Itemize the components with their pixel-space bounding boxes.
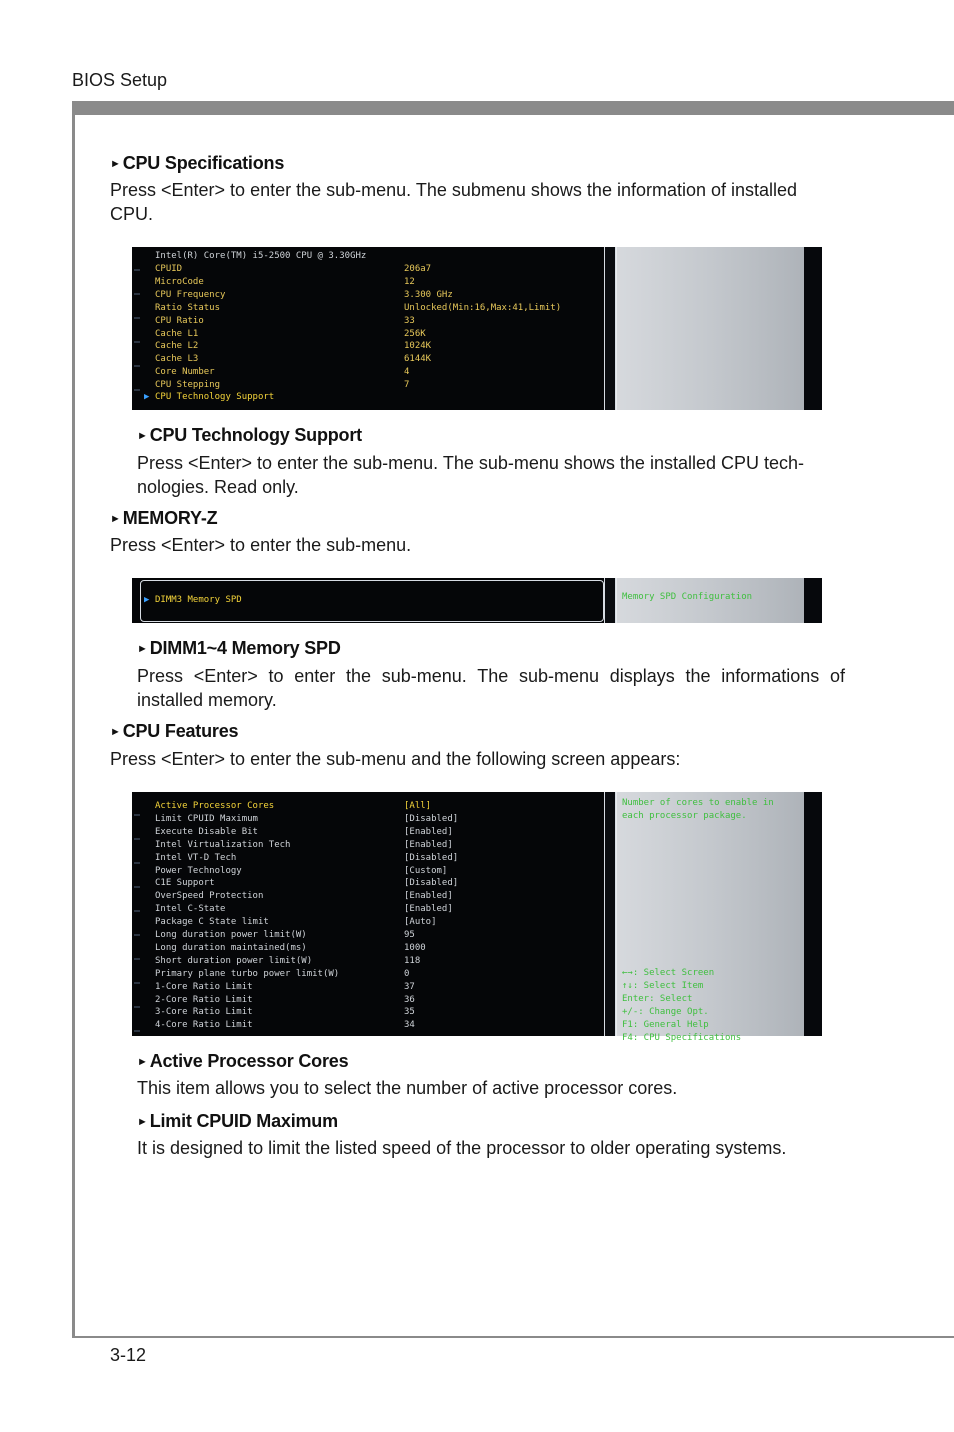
heading-limit-cpuid-maximum: ► Limit CPUID Maximum bbox=[137, 1111, 338, 1131]
memory-z-desc: Press <Enter> to enter the sub-menu. bbox=[110, 535, 412, 555]
bios-setting-label: 3-Core Ratio Limit bbox=[155, 1007, 253, 1018]
bios-setting-row[interactable] bbox=[155, 865, 448, 878]
bios-setting-value[interactable]: [Enabled] bbox=[404, 826, 453, 837]
help-key-hint: Enter: Select bbox=[622, 993, 693, 1004]
bios-setting-value[interactable]: [Disabled] bbox=[404, 878, 459, 889]
selection-arrow-icon: ▶ bbox=[144, 595, 150, 605]
bios-setting-value[interactable]: 35 bbox=[404, 1007, 415, 1018]
bios-setting-label: Intel VT-D Tech bbox=[155, 852, 237, 863]
bios-setting-value[interactable]: 118 bbox=[404, 955, 421, 966]
bios-info-label: CPU Ratio bbox=[155, 315, 204, 326]
bios-info-row bbox=[155, 276, 415, 289]
bullet-triangle-icon: ► bbox=[110, 513, 121, 525]
bios-info-value: Unlocked(Min:16,Max:41,Limit) bbox=[404, 302, 562, 313]
header-bar bbox=[72, 101, 954, 115]
bios-info-label: Core Number bbox=[155, 367, 215, 378]
bios-info-row bbox=[155, 289, 453, 302]
bios-setting-value[interactable]: 95 bbox=[404, 930, 415, 940]
bios-info-value: 206a7 bbox=[404, 264, 432, 274]
bios-setting-value[interactable]: [All] bbox=[404, 801, 432, 811]
help-key-hint: F1: General Help bbox=[622, 1019, 709, 1030]
cpu-features-desc: Press <Enter> to enter the sub-menu and the following screen appears: bbox=[110, 749, 681, 769]
active-cores-desc: This item allows you to select the number of active processor cores. bbox=[137, 1078, 678, 1098]
bios-info-label: MicroCode bbox=[155, 276, 204, 287]
bios-setting-row[interactable] bbox=[155, 1006, 415, 1019]
bios-setting-label: Intel C-State bbox=[155, 904, 226, 915]
bios-info-label: CPU Frequency bbox=[155, 289, 226, 300]
bios-setting-value[interactable]: 1000 bbox=[404, 942, 426, 953]
bios-setting-label: 2-Core Ratio Limit bbox=[155, 994, 253, 1005]
bullet-triangle-icon: ► bbox=[110, 726, 121, 738]
bios-info-label: Cache L1 bbox=[155, 328, 199, 339]
bios-setting-value[interactable]: [Enabled] bbox=[404, 891, 453, 902]
bios-setting-row[interactable] bbox=[155, 890, 453, 903]
bios-screen-memory-z bbox=[132, 578, 822, 623]
bios-setting-row[interactable] bbox=[155, 981, 415, 994]
bios-setting-label: OverSpeed Protection bbox=[155, 891, 264, 902]
heading-active-processor-cores: ► Active Processor Cores bbox=[137, 1051, 349, 1071]
bios-info-label: CPU Stepping bbox=[155, 380, 221, 391]
bios-setting-row[interactable] bbox=[155, 955, 421, 968]
bios-setting-label: Intel Virtualization Tech bbox=[155, 839, 291, 850]
bios-setting-value[interactable]: [Disabled] bbox=[404, 813, 459, 824]
bios-item-dimm3-memory-spd[interactable]: DIMM3 Memory SPD bbox=[155, 595, 242, 605]
bios-info-value: 12 bbox=[404, 276, 415, 287]
bios-info-value: 7 bbox=[404, 380, 410, 391]
bios-info-row bbox=[155, 263, 432, 276]
cpu-tech-desc-line1: Press <Enter> to enter the sub-menu. The sub-menu shows the installed CPU tech- bbox=[137, 453, 805, 473]
bios-info-value: 1024K bbox=[404, 341, 432, 352]
help-key-hint: F4: CPU Specifications bbox=[622, 1032, 742, 1043]
dimm-desc-line2: installed memory. bbox=[137, 690, 277, 710]
bios-setting-row[interactable] bbox=[155, 916, 437, 929]
bios-item-cpu-technology-support[interactable]: CPU Technology Support bbox=[155, 392, 275, 402]
bios-setting-row[interactable] bbox=[155, 877, 459, 890]
bios-info-row bbox=[155, 302, 562, 315]
bios-info-value: 6144K bbox=[404, 354, 432, 365]
bios-setting-value[interactable]: 0 bbox=[404, 968, 410, 979]
bios-info-row bbox=[155, 328, 426, 341]
bios-setting-value[interactable]: 37 bbox=[404, 981, 415, 992]
bios-setting-label: Long duration maintained(ms) bbox=[155, 942, 307, 953]
heading-memory-z: ► MEMORY-Z bbox=[110, 508, 218, 528]
bios-setting-value[interactable]: 34 bbox=[404, 1020, 415, 1031]
bullet-triangle-icon: ► bbox=[137, 643, 148, 655]
help-key-hint: ↑↓: Select Item bbox=[622, 980, 704, 991]
bios-setting-label: Long duration power limit(W) bbox=[155, 930, 307, 940]
bios-setting-row[interactable] bbox=[155, 813, 459, 826]
page-header-title: BIOS Setup bbox=[72, 70, 168, 90]
bios-setting-row[interactable] bbox=[155, 800, 432, 813]
bios-setting-value[interactable]: [Enabled] bbox=[404, 839, 453, 850]
bios-info-value: 256K bbox=[404, 328, 426, 339]
bios-info-label: Cache L2 bbox=[155, 341, 199, 352]
footer-rule bbox=[72, 1336, 954, 1338]
left-margin-rule bbox=[72, 101, 75, 1338]
help-text-memory-spd: Memory SPD Configuration bbox=[622, 592, 753, 602]
cpu-model-title: Intel(R) Core(TM) i5-2500 CPU @ 3.30GHz bbox=[155, 251, 367, 261]
bios-setting-row[interactable] bbox=[155, 839, 453, 852]
bios-setting-value[interactable]: [Enabled] bbox=[404, 904, 453, 915]
cpu-tech-desc-line2: nologies. Read only. bbox=[137, 477, 299, 497]
bios-setting-label: 4-Core Ratio Limit bbox=[155, 1020, 253, 1031]
bios-screen-cpu-specifications bbox=[132, 247, 822, 410]
bullet-triangle-icon: ► bbox=[137, 430, 148, 442]
bios-info-value: 33 bbox=[404, 315, 415, 326]
help-text-line1: Number of cores to enable in bbox=[622, 798, 774, 808]
bios-setting-row[interactable] bbox=[155, 903, 453, 916]
bios-setting-label: Primary plane turbo power limit(W) bbox=[155, 968, 340, 979]
dimm-desc-line1: Press <Enter> to enter the sub-menu. The sub-menu displays the informations of bbox=[137, 666, 845, 686]
bullet-triangle-icon: ► bbox=[137, 1056, 148, 1068]
bios-setting-row[interactable] bbox=[155, 826, 453, 839]
bios-setting-row[interactable] bbox=[155, 994, 415, 1007]
heading-cpu-features: ► CPU Features bbox=[110, 721, 239, 741]
help-key-hint: ←→: Select Screen bbox=[622, 968, 715, 978]
bios-info-row bbox=[155, 353, 432, 366]
help-panel bbox=[616, 247, 804, 410]
bios-info-value: 3.300 GHz bbox=[404, 289, 453, 300]
bios-setting-row[interactable] bbox=[155, 968, 410, 981]
bios-info-value: 4 bbox=[404, 367, 410, 378]
bios-setting-label: Active Processor Cores bbox=[155, 801, 275, 811]
bios-info-label: Cache L3 bbox=[155, 354, 199, 365]
heading-cpu-technology-support: ► CPU Technology Support bbox=[137, 425, 362, 445]
bios-info-label: CPUID bbox=[155, 264, 183, 274]
bios-setting-label: C1E Support bbox=[155, 878, 215, 889]
bios-setting-row[interactable] bbox=[155, 852, 459, 865]
bios-info-row bbox=[155, 315, 415, 328]
bios-setting-row[interactable] bbox=[155, 942, 426, 955]
help-text-line2: each processor package. bbox=[622, 811, 747, 821]
bios-setting-label: Short duration power limit(W) bbox=[155, 955, 313, 966]
bios-info-row bbox=[155, 366, 410, 379]
bios-info-row bbox=[155, 340, 432, 353]
help-key-hint: +/-: Change Opt. bbox=[622, 1006, 709, 1017]
bios-setting-row[interactable] bbox=[155, 929, 415, 942]
bios-info-label: Ratio Status bbox=[155, 302, 221, 313]
bios-setting-value[interactable]: 36 bbox=[404, 994, 415, 1005]
bios-setting-value[interactable]: [Disabled] bbox=[404, 852, 459, 863]
bullet-triangle-icon: ► bbox=[137, 1116, 148, 1128]
bios-setting-label: 1-Core Ratio Limit bbox=[155, 981, 253, 992]
heading-cpu-specifications: ► CPU Specifications bbox=[110, 153, 285, 173]
selection-arrow-icon: ▶ bbox=[144, 392, 150, 402]
bios-setting-label: Execute Disable Bit bbox=[155, 826, 258, 837]
bios-screen-cpu-features bbox=[132, 792, 822, 1043]
bios-setting-label: Limit CPUID Maximum bbox=[155, 813, 258, 824]
bios-setting-row[interactable] bbox=[155, 1019, 415, 1032]
bios-setting-value[interactable]: [Custom] bbox=[404, 865, 448, 876]
page-number: 3-12 bbox=[110, 1345, 147, 1365]
bios-setting-label: Power Technology bbox=[155, 865, 242, 876]
bios-setting-value[interactable]: [Auto] bbox=[404, 917, 437, 928]
cpu-spec-desc-line2: CPU. bbox=[110, 204, 154, 224]
cpu-spec-desc-line1: Press <Enter> to enter the sub-menu. The submenu shows the information of installed bbox=[110, 180, 798, 200]
limit-cpuid-desc: It is designed to limit the listed speed of the processor to older operating systems. bbox=[137, 1138, 787, 1158]
bullet-triangle-icon: ► bbox=[110, 158, 121, 170]
heading-dimm-memory-spd: ► DIMM1~4 Memory SPD bbox=[137, 638, 341, 658]
bios-setting-label: Package C State limit bbox=[155, 917, 269, 928]
